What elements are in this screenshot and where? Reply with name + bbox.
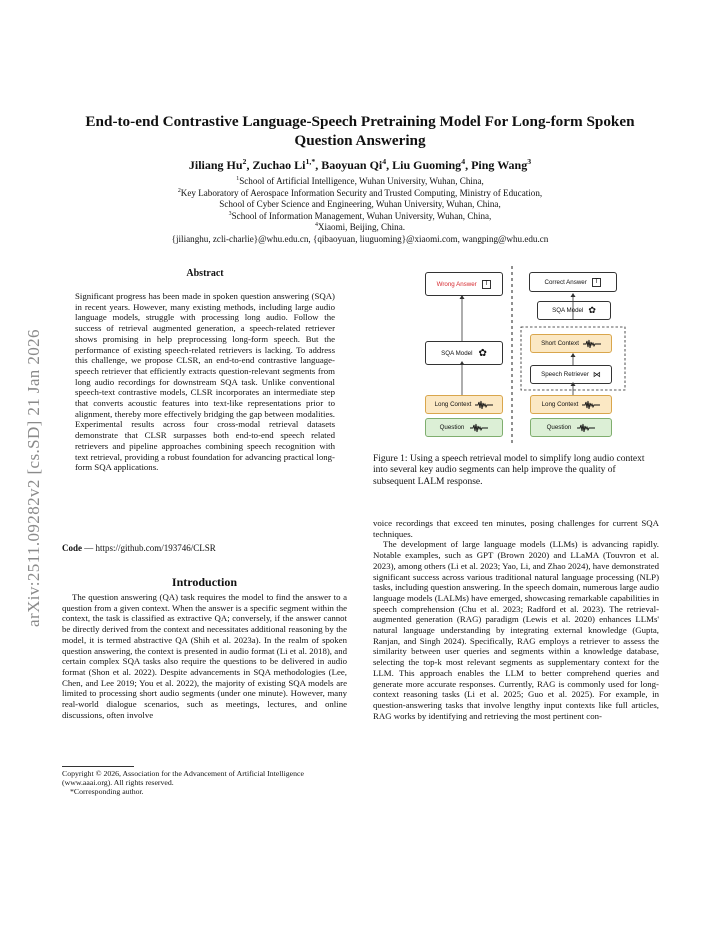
long-context-box: Long Context xyxy=(425,395,503,414)
openai-icon: ✿ xyxy=(588,305,596,315)
correct-answer-box: Correct Answer T xyxy=(529,272,617,292)
waveform-icon xyxy=(582,400,600,409)
waveform-icon xyxy=(577,423,595,432)
affiliation: $^2$Key Laboratory of Aerospace Information Security and Trusted Computing, Ministry of Education, xyxy=(177,187,543,198)
long-context-box: Long Context xyxy=(530,395,612,414)
affiliations xyxy=(60,176,660,245)
waveform-icon xyxy=(475,400,493,409)
affiliation: $^3$School of Information Management, Wuhan University, Wuhan, China, xyxy=(228,210,492,221)
text-output-icon: T xyxy=(592,278,602,287)
introduction-heading: Introduction xyxy=(171,575,238,589)
arxiv-sidebar xyxy=(22,268,46,688)
code-label: Code xyxy=(62,543,82,553)
short-context-box: Short Context xyxy=(530,334,612,353)
code-link[interactable]: https://github.com/193746/CLSR xyxy=(95,543,216,553)
text-output-icon: T xyxy=(482,280,492,289)
continuation-paragraph: voice recordings that exceed ten minutes, posing challenges for current SQA techniques. xyxy=(373,518,659,539)
introduction-text: The question answering (QA) task requires the model to find the answer to a question from a given context. When the answer is a specific segment within the context, the task is classified as extractive QA; conversely, if the answer cannot be directly derived from the context and necessitates additional reasoning by the model, it is termed abstractive QA (Shih et al. 2023a). In the realm of spoken question answering, the context is presented in audio format (Li et al. 2018), and certain complex SQA tasks also require the questions to be delivered in audio format (Shon et al. 2022). Despite advancements in SQA methodologies (Lee, Chen, and Lee 2019; You et al. 2022), the majority of existing SQA models are limited to processing short audio segments (under one minute). However, many real-world dialogue scenarios, such as meetings, lectures, and online discussions, often involve xyxy=(62,592,347,720)
author: Liu Guoming$^4$ xyxy=(392,157,466,172)
author: Baoyuan Qi$^4$ xyxy=(321,157,387,172)
speech-retriever-box: Speech Retriever ⋈ xyxy=(530,365,612,384)
author-emails: {jilianghu, zcli-charlie}@whu.edu.cn, {qibaoyuan, liuguoming}@xiaomi.com, wangping@whu.edu.cn xyxy=(171,233,549,244)
arxiv-id: arXiv:2511.09282v2 [cs.SD] 21 Jan 2026 xyxy=(24,329,43,627)
figure-1 xyxy=(373,264,663,447)
question-box: Question xyxy=(425,418,503,437)
footnotes xyxy=(62,769,347,797)
openai-icon: ✿ xyxy=(478,347,487,359)
corresponding-note: *Corresponding author. xyxy=(70,787,144,797)
author-list: Jiliang Hu$^2$, Zuchao $Li^{1,*}$, Baoyuan Qi$^4$, Liu Guoming$^4$, Ping Wang$^3$ xyxy=(188,157,532,172)
affiliation: $^4$Xiaomi, Beijing, China. xyxy=(314,221,406,232)
paper-title: End-to-end Contrastive Language-Speech Pretraining Model For Long-form Spoken Question Answering xyxy=(85,113,635,149)
question-box: Question xyxy=(530,418,612,437)
llm-paragraph: The development of large language models (LLMs) is advancing rapidly. Notable examples, such as GPT (Brown 2020) and LLaMA (Touvron et al. 2023), among others (Li et al. 2023; Yao, Li, and Zhao 2024), have demonstrated significant success across various traditional natural language processing (NLP) tasks, including question answering. In the speech domain, numerous large audio language models (LALMs) have emerged, showcasing remarkable capabilities in speech comprehension (Chu et al. 2023; Radford et al. 2023). The retrieval-augmented generation (RAG) paradigm (Lewis et al. 2020) enhances LLMs' natural language understanding by integrating external knowledge (Gupta, Ranjan, and Singh 2024). Specifically, RAG employs a retriever to assess the similarity between user queries and segments within a knowledge database, selecting the top-k most relevant segments as supplementary context for the LLM. This approach enables the LLM to better comprehend queries and generate more accurate responses. Currently, RAG is commonly used for long-context reasoning tasks (Li et al. 2025; Guo et al. 2025). For example, in question-answering tasks that involve lengthy input contexts like full articles, RAG works by identifying and retrieving the most pertinent con- xyxy=(373,539,659,721)
code-line: Code — https://github.com/193746/CLSR xyxy=(62,543,216,553)
copyright-note: Copyright © 2026, Association for the Advancement of Artificial Intelligence (www.aaai.org). All rights reserved. xyxy=(62,769,304,788)
affiliation: $^1$School of Artificial Intelligence, Wuhan University, Wuhan, China, xyxy=(236,175,484,186)
right-column-text xyxy=(373,518,659,721)
affiliation: School of Cyber Science and Engineering, Wuhan University, Wuhan, China, xyxy=(219,199,501,209)
waveform-icon xyxy=(583,339,601,348)
retriever-icon: ⋈ xyxy=(592,370,601,379)
figure-connectors xyxy=(373,264,663,447)
abstract-heading: Abstract xyxy=(186,268,224,279)
abstract-text: Significant progress has been made in spoken question answering (SQA) in recent years. However, many existing methods, including large audio language models, struggle with processing long audio. Follow the success of retrieval augmented generation, a speech-related retriever shows promising in help preprocessing long-form speech. But the performance of existing speech-related retrievers is lacking. To address this challenge, we propose CLSR, an end-to-end contrastive language-speech retriever that efficiently extracts question-relevant segments from long audio recordings for downstream SQA task. Unlike conventional speech-text contrastive models, CLSR incorporates an intermediate step that converts acoustic features into text-like representations prior to alignment, thereby more effectively bridging the gap between modalities. Experimental results across four cross-modal retrieval datasets demonstrate that CLSR surpasses both end-to-end speech related retrievers and pipeline approaches combining speech recognition with text retrieval, providing a robust foundation for advancing practical long-form SQA applications. xyxy=(75,291,335,473)
footnote-divider xyxy=(62,766,134,767)
author: Jiliang Hu$^2$ xyxy=(188,157,247,172)
author: Zuchao $Li^{1,*}$ xyxy=(252,157,316,172)
sqa-model-box: SQA Model ✿ xyxy=(425,341,503,365)
sqa-model-box: SQA Model ✿ xyxy=(537,301,611,320)
waveform-icon xyxy=(470,423,488,432)
author: Ping Wang$^3$ xyxy=(471,157,532,172)
wrong-answer-box: Wrong Answer T xyxy=(425,272,503,296)
figure-caption: Figure 1: Using a speech retrieval model to simplify long audio context into several key audio segments can help improve the quality of subsequent LALM response. xyxy=(373,454,645,487)
